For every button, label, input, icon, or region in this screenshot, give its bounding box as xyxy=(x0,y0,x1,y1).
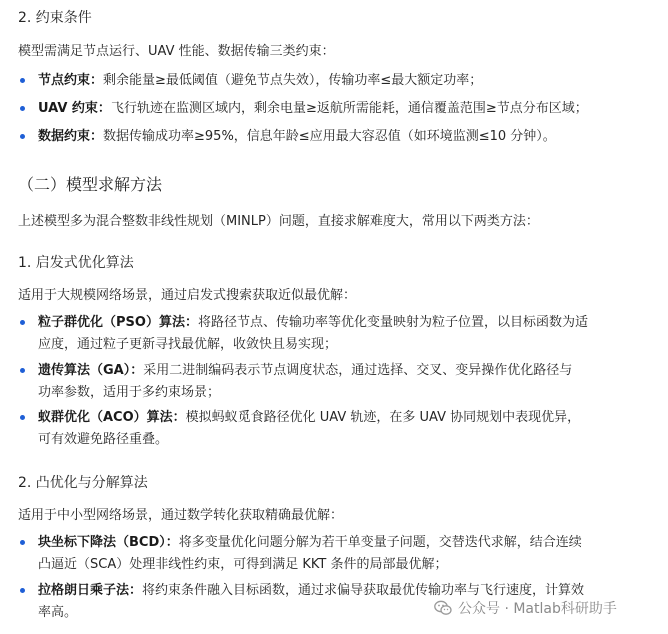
bullet-text: 将约束条件融入目标函数，通过求偏导获取最优传输功率与飞行速度，计算效 xyxy=(142,583,585,598)
bullet-text: 凸逼近（SCA）处理非线性约束，可得到满足 KKT 条件的局部最优解； xyxy=(38,557,448,572)
watermark-text: 公众号 · Matlab科研助手 xyxy=(458,601,617,617)
list-item xyxy=(20,126,640,148)
bullet-term: 粒子群优化（PSO）算法： xyxy=(38,315,198,330)
convex-intro: 适用于中小型网络场景，通过数学转化获取精确最优解： xyxy=(18,508,344,523)
bullet-term: 蚁群优化（ACO）算法： xyxy=(38,410,186,425)
solving-intro: 上述模型多为混合整数非线性规划（MINLP）问题，直接求解难度大，常用以下两类方法： xyxy=(18,214,539,229)
bullet-text: 可有效避免路径重叠。 xyxy=(38,432,169,447)
bullet-dot xyxy=(20,540,25,545)
bullet-dot xyxy=(20,78,25,83)
bullet-text: 将路径节点、传输功率等优化变量映射为粒子位置，以目标函数为适 xyxy=(197,315,588,330)
heading-heuristic: 1. 启发式优化算法 xyxy=(18,255,134,271)
bullet-dot xyxy=(20,368,25,373)
bullet-text: 模拟蚂蚁觅食路径优化 UAV 轨迹，在多 UAV 协同规划中表现优异， xyxy=(185,410,581,425)
bullet-dot xyxy=(20,106,25,111)
constraints-intro: 模型需满足节点运行、UAV 性能、数据传输三类约束： xyxy=(18,44,335,59)
watermark xyxy=(434,596,617,620)
bullet-term: 拉格朗日乘子法： xyxy=(38,583,143,598)
list-item xyxy=(20,360,640,404)
list-item xyxy=(20,98,640,120)
bullet-dot xyxy=(20,588,25,593)
heuristic-intro: 适用于大规模网络场景，通过启发式搜索获取近似最优解： xyxy=(18,288,357,303)
bullet-term: 数据约束： xyxy=(38,129,104,144)
bullet-text: 将多变量优化问题分解为若干单变量子问题，交替迭代求解，结合连续 xyxy=(178,535,582,550)
wechat-icon xyxy=(434,600,452,616)
list-item xyxy=(20,532,640,576)
list-item xyxy=(20,312,640,356)
bullet-text: 采用二进制编码表示节点调度状态，通过选择、交叉、变异操作优化路径与 xyxy=(143,363,573,378)
heading-convex: 2. 凸优化与分解算法 xyxy=(18,475,148,491)
list-item xyxy=(20,407,640,451)
heading-constraints: 2. 约束条件 xyxy=(18,10,92,26)
bullet-dot xyxy=(20,134,25,139)
bullet-text: 率高。 xyxy=(38,605,78,620)
bullet-text: 功率参数，适用于多约束场景； xyxy=(38,385,221,400)
bullet-text: 飞行轨迹在监测区域内，剩余电量≥返航所需能耗，通信覆盖范围≥节点分布区域； xyxy=(110,101,588,116)
bullet-dot xyxy=(20,415,25,420)
bullet-term: 遗传算法（GA）： xyxy=(38,363,144,378)
section-title-solving: （二）模型求解方法 xyxy=(18,175,163,194)
bullet-term: 节点约束： xyxy=(38,73,104,88)
bullet-text: 数据传输成功率≥95%，信息年龄≤应用最大容忍值（如环境监测≤10 分钟）。 xyxy=(103,129,556,144)
bullet-dot xyxy=(20,320,25,325)
bullet-term: 块坐标下降法（BCD）： xyxy=(38,535,179,550)
list-item xyxy=(20,70,640,92)
bullet-text: 应度，通过粒子更新寻找最优解，收敛快且易实现； xyxy=(38,337,338,352)
bullet-term: UAV 约束： xyxy=(38,101,111,116)
bullet-text: 剩余能量≥最低阈值（避免节点失效），传输功率≤最大额定功率； xyxy=(103,73,483,88)
